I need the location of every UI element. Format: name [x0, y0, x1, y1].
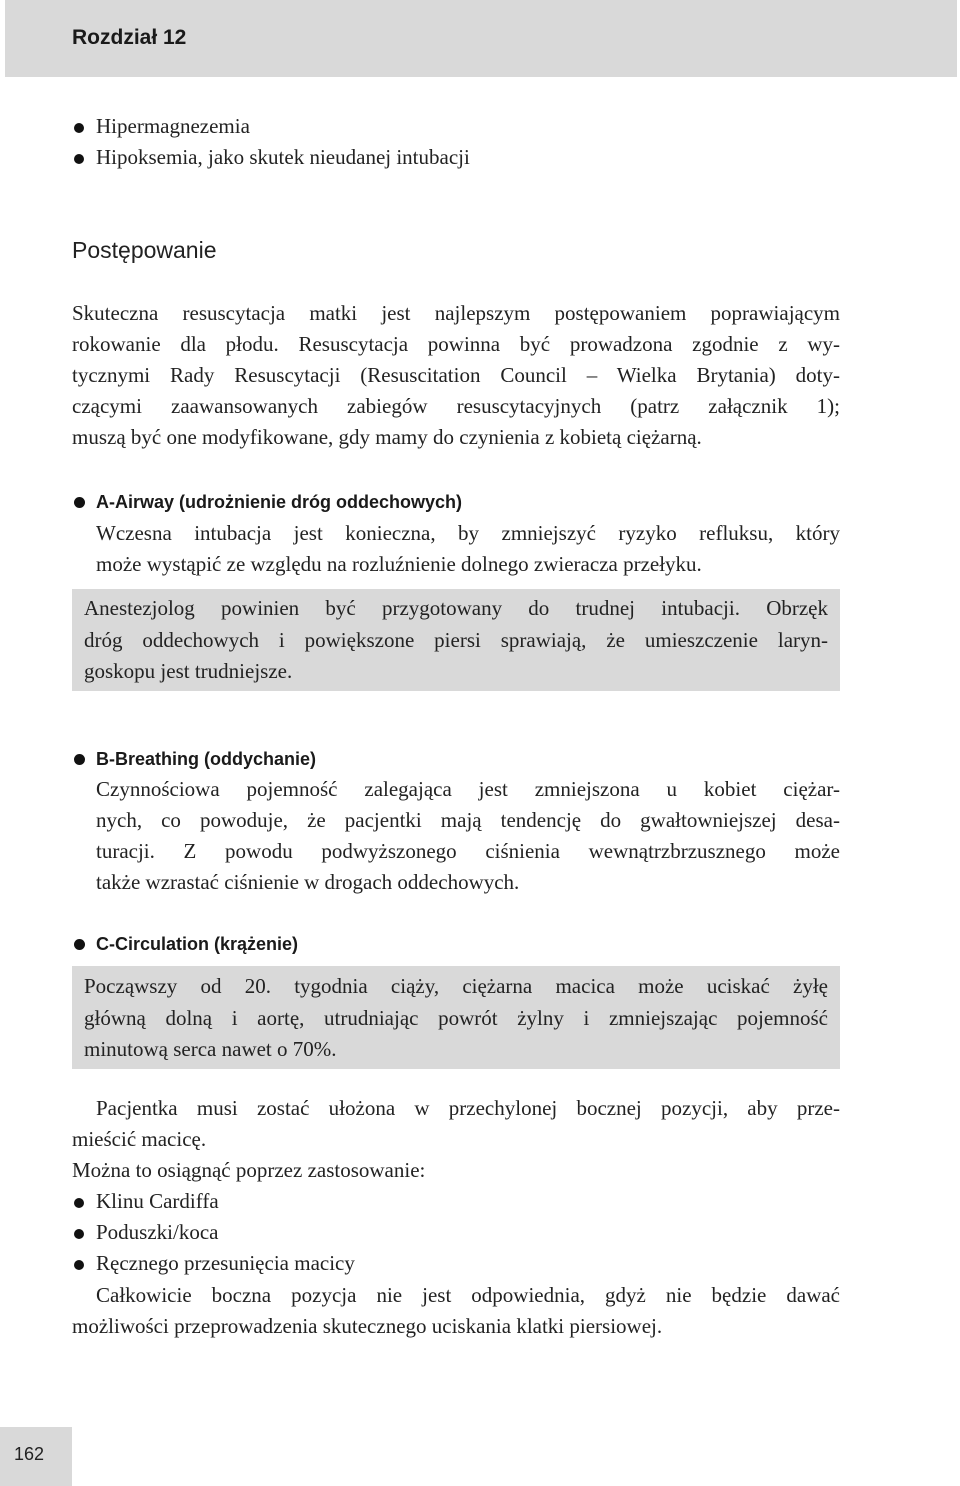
text-line: turacji. Z powodu podwyższonego ciśnienia wewnątrzbrzusznego może — [96, 839, 840, 863]
bullet-icon — [74, 1260, 84, 1270]
bullet-icon — [74, 1198, 84, 1208]
circulation-note-box — [72, 966, 840, 1069]
text-line: mieścić macicę. — [72, 1127, 207, 1151]
text-line: minutową serca nawet o 70%. — [84, 1037, 337, 1061]
text-line: Skuteczna resuscytacja matki jest najlepszym postępowaniem poprawiającym — [72, 301, 840, 325]
bullet-icon — [74, 754, 85, 765]
text-line: Czynnościowa pojemność zalegająca jest zmniejszona u kobiet ciężar- — [96, 777, 840, 801]
bullet-icon — [74, 939, 85, 950]
text-line: także wzrastać ciśnienie w drogach oddechowych. — [96, 870, 520, 894]
text-line: nych, co powoduje, że pacjentki mają tendencję do gwałtowniejszej desa- — [96, 808, 840, 832]
text-line: Anestezjolog powinien być przygotowany do trudnej intubacji. Obrzęk — [84, 596, 828, 620]
text-line: Wczesna intubacja jest konieczna, by zmniejszyć ryzyko refluksu, który — [96, 521, 840, 545]
list-item: Poduszki/koca — [72, 1217, 840, 1248]
closing-paragraph — [72, 1280, 840, 1342]
text-line: muszą być one modyfikowane, gdy mamy do czynienia z kobietą ciężarną. — [72, 425, 702, 449]
section-title: Postępowanie — [72, 237, 217, 263]
text-line: Całkowicie boczna pozycja nie jest odpowiednia, gdyż nie będzie dawać — [96, 1283, 840, 1307]
text-line: główną dolną i aortę, utrudniając powrót żylny i zmniejszając pojemność — [84, 1005, 828, 1030]
airway-note-box — [72, 589, 840, 691]
bullet-icon — [74, 497, 85, 508]
page-number-box — [0, 1427, 72, 1486]
list-item: Ręcznego przesunięcia macicy — [72, 1248, 840, 1279]
text-line: dróg oddechowych i powiększone piersi sprawiają, że umieszczenie laryn- — [84, 627, 828, 652]
text-line: może wystąpić ze względu na rozluźnienie dolnego zwieracza przełyku. — [96, 552, 702, 576]
text-line: czącymi zaawansowanych zabiegów resuscytacyjnych (patrz załącznik 1); — [72, 394, 840, 418]
chapter-header — [5, 0, 957, 77]
chapter-title: Rozdział 12 — [72, 26, 187, 49]
methods-intro: Można to osiągnąć poprzez zastosowanie: — [72, 1158, 426, 1182]
airway-heading: A-Airway (udrożnienie dróg oddechowych) — [72, 490, 462, 514]
page-number: 162 — [14, 1444, 45, 1464]
intro-paragraph — [72, 298, 840, 453]
methods-list — [72, 1186, 840, 1279]
list-item: Hipermagnezemia — [72, 111, 840, 142]
text-line: goskopu jest trudniejsze. — [84, 659, 293, 683]
text-line: tycznymi Rady Resuscytacji (Resuscitation Council – Wielka Brytania) doty- — [72, 363, 840, 387]
position-paragraph — [72, 1093, 840, 1186]
bullet-icon — [74, 154, 84, 164]
text-line: rokowanie dla płodu. Resuscytacja powinna być prowadzona zgodnie z wy- — [72, 332, 840, 356]
text-line: możliwości przeprowadzenia skutecznego uciskania klatki piersiowej. — [72, 1314, 663, 1338]
breathing-heading: B-Breathing (oddychanie) — [72, 747, 316, 771]
airway-paragraph — [96, 518, 840, 580]
text-line: Począwszy od 20. tygodnia ciąży, ciężarna macica może uciskać żyłę — [84, 974, 828, 998]
risk-list — [72, 111, 840, 173]
bullet-icon — [74, 1229, 84, 1239]
breathing-paragraph — [96, 774, 840, 898]
list-item: Hipoksemia, jako skutek nieudanej intubacji — [72, 142, 840, 173]
list-item: Klinu Cardiffa — [72, 1186, 840, 1217]
bullet-icon — [74, 123, 84, 133]
circulation-heading: C-Circulation (krążenie) — [72, 932, 298, 956]
text-line: Pacjentka musi zostać ułożona w przechylonej bocznej pozycji, aby prze- — [96, 1096, 840, 1120]
